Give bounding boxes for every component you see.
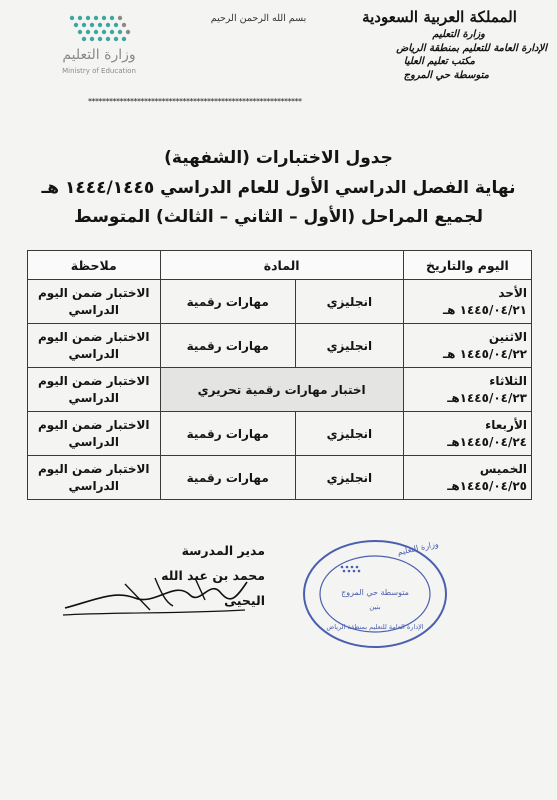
day-cell: الاثنين ١٤٤٥/٠٤/٢٢ هـ (403, 324, 531, 368)
header-note: ملاحظة (28, 251, 161, 280)
note-cell: الاختبار ضمن اليوم الدراسي (28, 456, 161, 500)
ministry-logo (44, 14, 154, 84)
table-row (28, 368, 532, 412)
title-line-1: جدول الاختبارات (الشفهية) (164, 148, 393, 168)
stamp-gender-text: بنين (369, 603, 381, 611)
note-cell: الاختبار ضمن اليوم الدراسي (28, 368, 161, 412)
school-stamp-icon (300, 537, 450, 652)
note-cell: الاختبار ضمن اليوم الدراسي (28, 280, 161, 324)
subject-cell: انجليزي (295, 456, 403, 500)
kingdom-name: المملكة العربية السعودية (362, 8, 517, 26)
day-cell: الأربعاء ١٤٤٥/٠٤/٢٤هـ (403, 412, 531, 456)
header-subject: المادة (160, 251, 403, 280)
subject-cell: انجليزي (295, 280, 403, 324)
table-header-row (28, 251, 532, 280)
stamp-ministry-text: وزارة التعليم (396, 539, 440, 557)
skill-cell: مهارات رقمية (160, 324, 295, 368)
title-line-2: نهاية الفصل الدراسي الأول للعام الدراسي ١٤٤٤/١٤٤٥ هـ (41, 178, 516, 198)
letterhead (332, 6, 547, 82)
table-row (28, 324, 532, 368)
basmala: بسم الله الرحمن الرحيم (210, 13, 307, 24)
stamp-school-text: متوسطة حي المروج (341, 588, 409, 597)
exam-schedule-table (27, 250, 532, 500)
principal-role: مدير المدرسة (181, 543, 265, 558)
merged-subject-cell: اختبار مهارات رقمية تحريري (160, 368, 403, 412)
separator-line: ************************************************************* (88, 97, 302, 106)
skill-cell: مهارات رقمية (160, 280, 295, 324)
skill-cell: مهارات رقمية (160, 456, 295, 500)
administration-name: الإدارة العامة للتعليم بمنطقة الرياض (396, 42, 547, 54)
ministry-dots-icon (66, 14, 132, 48)
day-cell: الثلاثاء ١٤٤٥/٠٤/٢٣هـ (403, 368, 531, 412)
table-row (28, 456, 532, 500)
table-row (28, 412, 532, 456)
header-day: اليوم والتاريخ (403, 251, 531, 280)
title-line-3: لجميع المراحل (الأول – الثاني – الثالث) المتوسط (74, 207, 483, 227)
logo-arabic-text: وزارة التعليم (62, 47, 136, 63)
subject-cell: انجليزي (295, 324, 403, 368)
table-row (28, 280, 532, 324)
stamp-admin-text: الإدارة العامة للتعليم بمنطقة الرياض (326, 623, 424, 631)
day-cell: الخميس ١٤٤٥/٠٤/٢٥هـ (403, 456, 531, 500)
office-name: مكتب تعليم العليا (403, 56, 475, 67)
note-cell: الاختبار ضمن اليوم الدراسي (28, 412, 161, 456)
skill-cell: مهارات رقمية (160, 412, 295, 456)
logo-english-text: Ministry of Education (62, 67, 136, 75)
day-cell: الأحد ١٤٤٥/٠٤/٢١ هـ (403, 280, 531, 324)
principal-name: محمد بن عبد الله اليحيى (161, 568, 265, 608)
note-cell: الاختبار ضمن اليوم الدراسي (28, 324, 161, 368)
signature-icon (55, 570, 255, 620)
ministry-name: وزارة التعليم (432, 29, 485, 40)
subject-cell: انجليزي (295, 412, 403, 456)
school-name: متوسطة حي المروج (403, 69, 489, 81)
